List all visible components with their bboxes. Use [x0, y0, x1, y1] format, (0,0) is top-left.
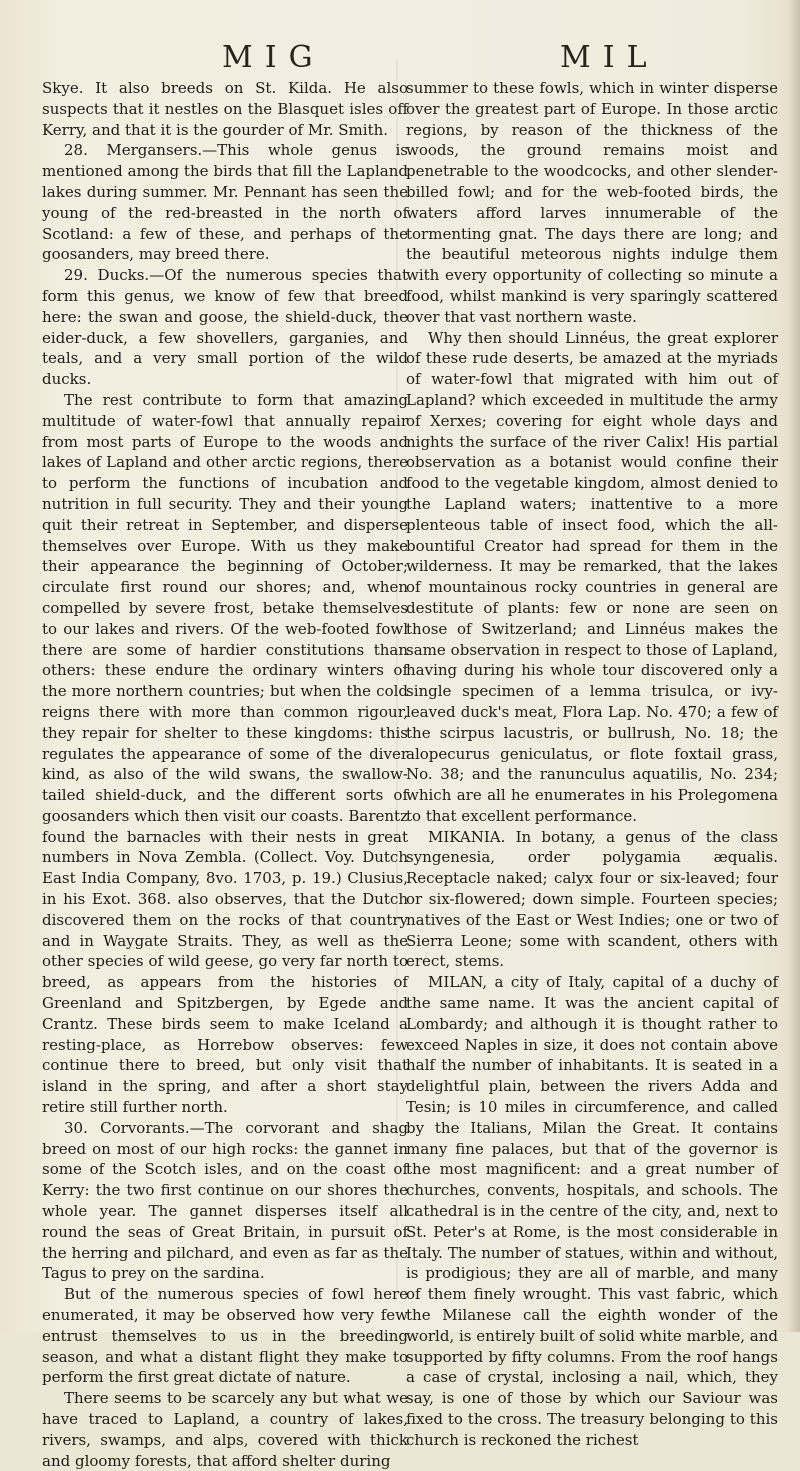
paragraph: But of the numerous species of fowl here enumerated, it may be observed how very few entrust themselves to us in the breeding season, and what a distant flight they make to perform the first great dictate of nature. — [42, 1285, 408, 1387]
running-header-left: MIG — [222, 40, 325, 75]
paragraph: The rest contribute to form that amazing multitude of water-fowl that annually repair from most parts of Europe to the woods and lakes of Lapland and other arctic regions, there to perform the functions of incubation and nutrition in full security. They and their young quit their retreat in September, and disperse themselves over Europe. With us they make their appearance the beginning of October; circulate first round our shores; and, when compelled by severe frost, betake themselves to our lakes and rivers. Of the web-footed fowl there are some of hardier constitutions than others: these endure the ordinary winters of the more northern countries; but when the cold reigns there with more than common rigour, they repair for shelter to these kingdoms: this regulates the appearance of some of the diver kind, as also of the wild swans, the swallow-tailed shield-duck, and the different sorts of goosanders which then visit our coasts. Barentz found the barnacles with their nests in great numbers in Nova Zembla. (Collect. Voy. Dutch East India Company, 8vo. 1703, p. 19.) Clusius, in his Exot. 368. also observes, that the Dutch discovered them on the rocks of that country and in Waygate Straits. They, as well as the other species of wild geese, go very far north to breed, as appears from the histories of Greenland and Spitzbergen, by Egede and Crantz. These birds seem to make Iceland a resting-place, as Horrebow observes: few continue there to breed, but only visit that island in the spring, and after a short stay retire still further north. — [42, 390, 408, 1117]
paragraph: There seems to be scarcely any but what we have traced to Lapland, a country of lakes, rivers, swamps, and alps, covered with thick and gloomy forests, that afford shelter during — [42, 1389, 408, 1470]
right-column — [406, 78, 778, 1451]
left-column — [42, 78, 408, 1471]
paragraph: 28. Mergansers.—This whole genus is mentioned among the birds that fill the Lapland lakes during summer. Mr. Pennant has seen the young of the red-breasted in the north of Scotland: a few of these, and perhaps of the goosanders, may breed there. — [42, 141, 408, 264]
paragraph: 29. Ducks.—Of the numerous species that form this genus, we know of few that breed here: the swan and goose, the shield-duck, the eider-duck, a few shovellers, garganies, and teals, and a very small portion of the wild ducks. — [42, 266, 408, 389]
paragraph: Why then should Linnéus, the great explorer of these rude deserts, be amazed at the myriads of water-fowl that migrated with him out of Lapland? which exceeded in multitude the army of Xerxes; covering for eight whole days and nights the surface of the river Calix! His partial observation as a botanist would confine their food to the vegetable kingdom, almost denied to the Lapland waters; inattentive to a more plenteous table of insect food, which the all-bountiful Creator had spread for them in the wilderness. It may be remarked, that the lakes of mountainous rocky countries in general are destitute of plants: few or none are seen on those of Switzerland; and Linnéus makes the same observation in respect to those of Lapland, having during his whole tour discovered only a single specimen of a lemma trisulca, or ivy-leaved duck's meat, Flora Lap. No. 470; a few of the scirpus lacustris, or bullrush, No. 18; the alopecurus geniculatus, or flote foxtail grass, No. 38; and the ranunculus aquatilis, No. 234; which are all he enumerates in his Prolegomena to that excellent performance. — [406, 328, 778, 825]
paragraph: MILAN, a city of Italy, capital of a duchy of the same name. It was the ancient capital of Lombardy; and although it is thought rather to exceed Naples in size, it does not contain above half the number of inhabitants. It is seated in a delightful plain, between the rivers Adda and Tesin; is 10 miles in circumference, and called by the Italians, Milan the Great. It contains many fine palaces, but that of the governor is the most magnificent: and a great number of churches, convents, hospitals, and schools. The cathedral is in the centre of the city, and, next to St. Peter's at Rome, is the most considerable in Italy. The number of statues, within and without, is prodigious; they are all of marble, and many of them finely wrought. This vast fabric, which the Milanese call the eighth wonder of the world, is entirely built of solid white marble, and supported by fifty columns. From the roof hangs a case of crystal, inclosing a nail, which, they say, is one of those by which our Saviour was fixed to the cross. The treasury belonging to this church is reckoned the richest — [406, 973, 778, 1449]
paragraph: MIKANIA. In botany, a genus of the class syngenesia, order polygamia æqualis. Receptacle naked; calyx four or six-leaved; four or six-flowered; down simple. Fourteen species; natives of the East or West Indies; one or two of Sierra Leone; some with scandent, others with erect, stems. — [406, 827, 778, 971]
running-header-right: MIL — [560, 40, 659, 75]
paragraph: summer to these fowls, which in winter disperse over the greatest part of Europe. In those arctic regions, by reason of the thickness of the woods, the ground remains moist and penetrable to the woodcocks, and other slender-billed fowl; and for the web-footed birds, the waters afford larves innumerable of the tormenting gnat. The days there are long; and the beautiful meteorous nights indulge them with every opportunity of collecting so minute a food, whilst mankind is very sparingly scattered over that vast northern waste. — [406, 79, 778, 326]
paragraph: 30. Corvorants.—The corvorant and shag breed on most of our high rocks: the gannet in some of the Scotch isles, and on the coast of Kerry: the two first continue on our shores the whole year. The gannet disperses itself all round the seas of Great Britain, in pursuit of the herring and pilchard, and even as far as the Tagus to prey on the sardina. — [42, 1118, 408, 1283]
page-edge-shadow — [788, 0, 800, 1332]
paragraph: Skye. It also breeds on St. Kilda. He also suspects that it nestles on the Blasquet isles off Kerry, and that it is the gourder of Mr. Smith. — [42, 79, 408, 139]
